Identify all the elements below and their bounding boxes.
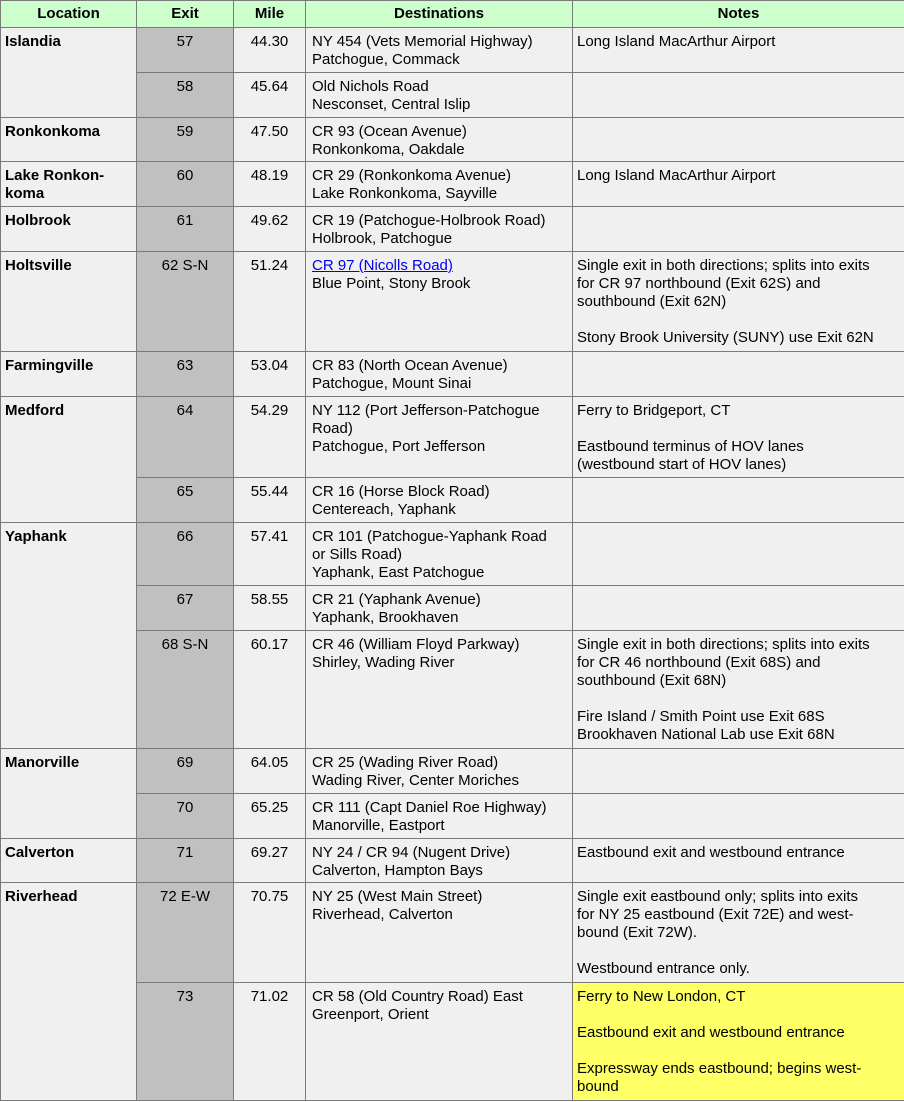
- exit-number: 58: [137, 73, 234, 118]
- destinations-cell: [306, 794, 573, 839]
- table-row-exit-66: [1, 523, 904, 586]
- exit-number: 66: [137, 523, 234, 586]
- destination-road: CR 101 (Patchogue-Yaphank Road: [312, 528, 547, 545]
- destinations-cell: [306, 352, 573, 397]
- note-text: Single exit in both directions; splits into exits: [577, 636, 870, 653]
- note-spacer: [577, 1042, 900, 1060]
- destination-road: NY 454 (Vets Memorial Highway): [312, 33, 533, 50]
- table-row-exit-72: [1, 883, 904, 983]
- note-text: Expressway ends eastbound; begins west-: [577, 1060, 862, 1077]
- location-name-line: koma: [5, 185, 45, 202]
- note-text: Eastbound exit and westbound entrance: [577, 1024, 845, 1041]
- exit-number: 67: [137, 586, 234, 631]
- table-row-exit-73: [1, 983, 904, 1101]
- mile-value: 54.29: [234, 397, 306, 478]
- note-spacer: [577, 311, 900, 329]
- location-cell-farmingville: Farmingville: [1, 352, 137, 397]
- destinations-cell: [306, 983, 573, 1101]
- note-text: Westbound entrance only.: [577, 960, 750, 977]
- location-cell-ronkonkoma: Ronkonkoma: [1, 118, 137, 162]
- destination-road: CR 16 (Horse Block Road): [312, 483, 490, 500]
- mile-value: 48.19: [234, 162, 306, 207]
- header-mile: Mile: [234, 1, 306, 28]
- mile-value: 49.62: [234, 207, 306, 252]
- destination-road: CR 29 (Ronkonkoma Avenue): [312, 167, 511, 184]
- destination-towns: Nesconset, Central Islip: [312, 96, 471, 113]
- notes-cell: [573, 162, 904, 207]
- destinations-cell: [306, 252, 573, 352]
- notes-cell: [573, 839, 904, 883]
- location-cell-calverton: Calverton: [1, 839, 137, 883]
- location-cell-holtsville: Holtsville: [1, 252, 137, 352]
- notes-cell: [573, 631, 904, 749]
- destinations-cell: [306, 478, 573, 523]
- destinations-cell: [306, 207, 573, 252]
- note-spacer: [577, 420, 900, 438]
- destination-road: Road): [312, 420, 353, 437]
- destination-road: CR 111 (Capt Daniel Roe Highway): [312, 799, 547, 816]
- destinations-cell: [306, 73, 573, 118]
- location-cell-manorville: Manorville: [1, 749, 137, 839]
- destination-towns: Patchogue, Mount Sinai: [312, 375, 472, 392]
- notes-cell: [573, 478, 904, 523]
- note-text: Ferry to Bridgeport, CT: [577, 402, 731, 419]
- exit-number: 62 S-N: [137, 252, 234, 352]
- notes-cell: [573, 73, 904, 118]
- destination-road: CR 19 (Patchogue-Holbrook Road): [312, 212, 546, 229]
- exit-number: 63: [137, 352, 234, 397]
- location-name-line: Lake Ronkon-: [5, 167, 105, 184]
- destination-road: NY 25 (West Main Street): [312, 888, 483, 905]
- note-text: (westbound start of HOV lanes): [577, 456, 787, 473]
- mile-value: 47.50: [234, 118, 306, 162]
- notes-cell: [573, 118, 904, 162]
- location-cell-islandia: Islandia: [1, 28, 137, 118]
- destination-towns: Yaphank, East Patchogue: [312, 564, 485, 581]
- cr-97-link[interactable]: CR 97 (Nicolls Road): [312, 257, 453, 274]
- header-row: [1, 1, 904, 28]
- notes-cell: [573, 794, 904, 839]
- exit-number: 60: [137, 162, 234, 207]
- destination-road: CR 21 (Yaphank Avenue): [312, 591, 481, 608]
- destinations-cell: [306, 631, 573, 749]
- note-text: Eastbound terminus of HOV lanes: [577, 438, 804, 455]
- note-text: Ferry to New London, CT: [577, 988, 746, 1005]
- exit-number: 59: [137, 118, 234, 162]
- table-row-exit-71: [1, 839, 904, 883]
- table-row-exit-65: [1, 478, 904, 523]
- note-text: for NY 25 eastbound (Exit 72E) and west-: [577, 906, 854, 923]
- mile-value: 58.55: [234, 586, 306, 631]
- destinations-cell: [306, 118, 573, 162]
- destinations-cell: [306, 28, 573, 73]
- destinations-cell: [306, 749, 573, 794]
- destinations-cell: [306, 162, 573, 207]
- mile-value: 71.02: [234, 983, 306, 1101]
- destination-towns: Blue Point, Stony Brook: [312, 275, 471, 292]
- destination-towns: Wading River, Center Moriches: [312, 772, 520, 789]
- header-destinations: Destinations: [306, 1, 573, 28]
- table-row-exit-69: [1, 749, 904, 794]
- table-row-exit-62: [1, 252, 904, 352]
- destination-towns: Patchogue, Commack: [312, 51, 460, 68]
- note-text: Eastbound exit and westbound entrance: [577, 844, 845, 861]
- note-text: Stony Brook University (SUNY) use Exit 62N: [577, 329, 874, 346]
- destination-towns: Ronkonkoma, Oakdale: [312, 141, 465, 158]
- note-text: Long Island MacArthur Airport: [577, 33, 776, 50]
- destination-road: Old Nichols Road: [312, 78, 429, 95]
- header-exit: Exit: [137, 1, 234, 28]
- notes-cell: [573, 28, 904, 73]
- destination-towns: Holbrook, Patchogue: [312, 230, 453, 247]
- notes-cell-highlighted: [573, 983, 904, 1101]
- note-text: Fire Island / Smith Point use Exit 68S: [577, 708, 825, 725]
- destinations-cell: [306, 586, 573, 631]
- note-text: Long Island MacArthur Airport: [577, 167, 776, 184]
- exit-number: 71: [137, 839, 234, 883]
- exit-number: 72 E-W: [137, 883, 234, 983]
- destination-towns: Centereach, Yaphank: [312, 501, 456, 518]
- destination-towns: Riverhead, Calverton: [312, 906, 453, 923]
- note-text: southbound (Exit 62N): [577, 293, 727, 310]
- mile-value: 65.25: [234, 794, 306, 839]
- table-row-exit-58: [1, 73, 904, 118]
- notes-cell: [573, 749, 904, 794]
- destination-road: CR 25 (Wading River Road): [312, 754, 499, 771]
- table-row-exit-59: [1, 118, 904, 162]
- table-row-exit-60: [1, 162, 904, 207]
- exit-number: 70: [137, 794, 234, 839]
- note-spacer: [577, 942, 900, 960]
- destinations-cell: [306, 523, 573, 586]
- table-row-exit-57: [1, 28, 904, 73]
- notes-cell: [573, 523, 904, 586]
- note-text: bound (Exit 72W).: [577, 924, 698, 941]
- mile-value: 45.64: [234, 73, 306, 118]
- note-text: bound: [577, 1078, 619, 1095]
- destination-towns: Greenport, Orient: [312, 1006, 429, 1023]
- mile-value: 55.44: [234, 478, 306, 523]
- destination-towns: Shirley, Wading River: [312, 654, 455, 671]
- exit-number: 69: [137, 749, 234, 794]
- destination-towns: Lake Ronkonkoma, Sayville: [312, 185, 498, 202]
- location-cell-lake-ronkonkoma: [1, 162, 137, 207]
- table-row-exit-70: [1, 794, 904, 839]
- destination-road: CR 58 (Old Country Road) East: [312, 988, 523, 1005]
- notes-cell: [573, 586, 904, 631]
- exit-number: 68 S-N: [137, 631, 234, 749]
- destination-road: [312, 257, 566, 275]
- location-cell-yaphank: Yaphank: [1, 523, 137, 749]
- table-row-exit-67: [1, 586, 904, 631]
- exit-number: 65: [137, 478, 234, 523]
- mile-value: 60.17: [234, 631, 306, 749]
- note-text: Single exit eastbound only; splits into exits: [577, 888, 858, 905]
- location-cell-riverhead: Riverhead: [1, 883, 137, 1101]
- table-row-exit-68: [1, 631, 904, 749]
- table-row-exit-61: [1, 207, 904, 252]
- table-row-exit-64: [1, 397, 904, 478]
- destination-road: or Sills Road): [312, 546, 403, 563]
- destination-towns: Manorville, Eastport: [312, 817, 445, 834]
- header-location: Location: [1, 1, 137, 28]
- mile-value: 69.27: [234, 839, 306, 883]
- note-text: for CR 97 northbound (Exit 62S) and: [577, 275, 821, 292]
- note-text: southbound (Exit 68N): [577, 672, 727, 689]
- destinations-cell: [306, 883, 573, 983]
- mile-value: 64.05: [234, 749, 306, 794]
- destination-towns: Calverton, Hampton Bays: [312, 862, 483, 879]
- location-cell-holbrook: Holbrook: [1, 207, 137, 252]
- destination-road: NY 24 / CR 94 (Nugent Drive): [312, 844, 511, 861]
- destination-towns: Yaphank, Brookhaven: [312, 609, 459, 626]
- exit-number: 61: [137, 207, 234, 252]
- notes-cell: [573, 397, 904, 478]
- destination-road: NY 112 (Port Jefferson-Patchogue: [312, 402, 540, 419]
- notes-cell: [573, 207, 904, 252]
- destinations-cell: [306, 839, 573, 883]
- destination-road: CR 83 (North Ocean Avenue): [312, 357, 508, 374]
- note-spacer: [577, 690, 900, 708]
- destination-towns: Patchogue, Port Jefferson: [312, 438, 486, 455]
- note-text: Single exit in both directions; splits into exits: [577, 257, 870, 274]
- notes-cell: [573, 352, 904, 397]
- note-spacer: [577, 1006, 900, 1024]
- exit-number: 64: [137, 397, 234, 478]
- mile-value: 53.04: [234, 352, 306, 397]
- destinations-cell: [306, 397, 573, 478]
- header-notes: Notes: [573, 1, 904, 28]
- notes-cell: [573, 252, 904, 352]
- mile-value: 44.30: [234, 28, 306, 73]
- destination-road: CR 93 (Ocean Avenue): [312, 123, 467, 140]
- mile-value: 51.24: [234, 252, 306, 352]
- note-text: for CR 46 northbound (Exit 68S) and: [577, 654, 821, 671]
- exit-number: 73: [137, 983, 234, 1101]
- table-row-exit-63: [1, 352, 904, 397]
- mile-value: 57.41: [234, 523, 306, 586]
- note-text: Brookhaven National Lab use Exit 68N: [577, 726, 835, 743]
- destination-road: CR 46 (William Floyd Parkway): [312, 636, 520, 653]
- exit-number: 57: [137, 28, 234, 73]
- location-cell-medford: Medford: [1, 397, 137, 523]
- mile-value: 70.75: [234, 883, 306, 983]
- notes-cell: [573, 883, 904, 983]
